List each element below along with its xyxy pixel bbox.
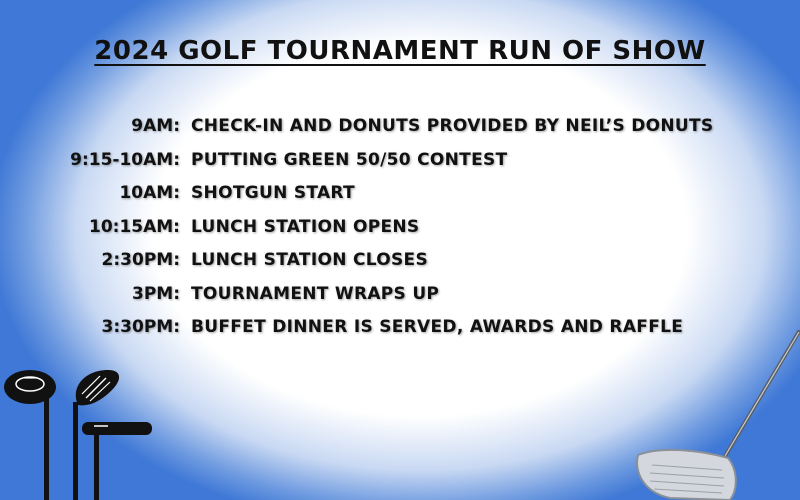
schedule-row [0, 217, 800, 251]
schedule-event: LUNCH STATION CLOSES [191, 250, 429, 270]
schedule-time: 3:30PM: [101, 317, 180, 337]
schedule-row [0, 250, 800, 284]
schedule-event: BUFFET DINNER IS SERVED, AWARDS AND RAFFLE [191, 317, 684, 337]
schedule-list [0, 116, 800, 351]
schedule-event: PUTTING GREEN 50/50 CONTEST [191, 149, 508, 170]
schedule-row [0, 183, 800, 217]
schedule-event: TOURNAMENT WRAPS UP [191, 283, 440, 304]
schedule-time: 10AM: [119, 183, 180, 203]
schedule-time: 9AM: [131, 116, 180, 136]
driver-club-icon [4, 370, 56, 500]
schedule-time: 9:15-10AM: [70, 149, 180, 170]
schedule-time: 10:15AM: [89, 216, 180, 237]
schedule-event: SHOTGUN START [191, 183, 355, 203]
schedule-row [0, 150, 800, 184]
iron-club-icon [620, 330, 800, 500]
schedule-row [0, 116, 800, 150]
schedule-time: 2:30PM: [101, 250, 180, 270]
schedule-row [0, 284, 800, 318]
golf-clubs-silhouette [0, 360, 170, 500]
schedule-event: LUNCH STATION OPENS [191, 216, 420, 237]
schedule-event: CHECK-IN AND DONUTS PROVIDED BY NEIL’S DONUTS [191, 116, 714, 136]
putter-club-icon [82, 422, 152, 500]
page-title: 2024 GOLF TOURNAMENT RUN OF SHOW [94, 36, 706, 66]
schedule-time: 3PM: [131, 283, 180, 304]
